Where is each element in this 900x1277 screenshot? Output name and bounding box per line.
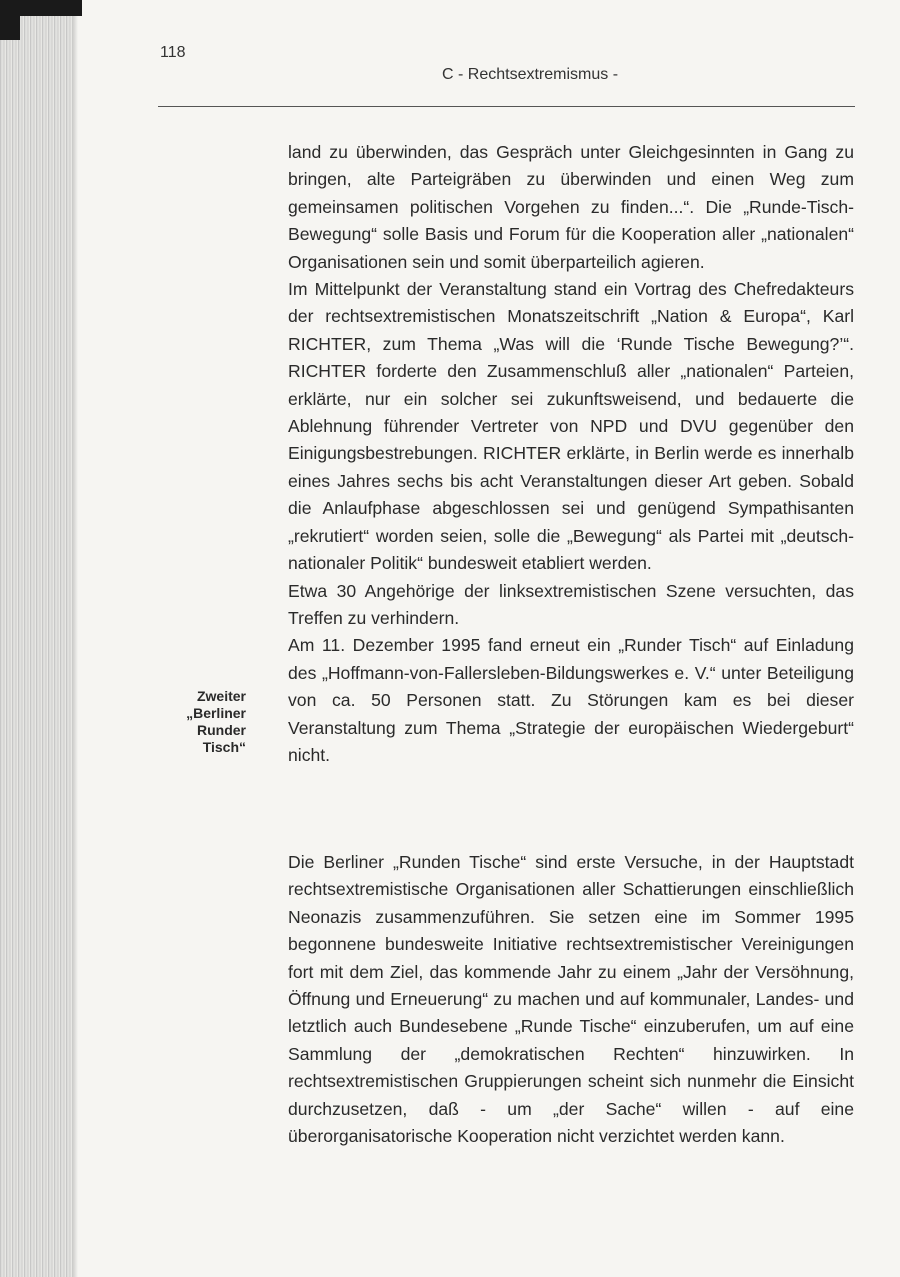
paragraph: Im Mittelpunkt der Veranstaltung stand ein Vortrag des Chefredakteurs der rechtsextremistischen Monatszeitschrift „Nation & Europa“, Karl RICHTER, zum Thema „Was will die ‘Runde Tische Bewegung?’“. RICHTER forderte den Zusammenschluß aller „nationalen“ Parteien, erklärte, nur ein solcher sei zukunftsweisend, und bedauerte die Ablehnung führender Vertreter von NPD und DVU gegenüber den Einigungsbestrebungen. RICHTER erklärte, in Berlin werde es innerhalb eines Jahres sechs bis acht Veranstaltungen dieser Art geben. Sobald die Anlaufphase abgeschlossen sei und genügend Sympathisanten „rekrutiert“ worden seien, solle die „Bewegung“ als Partei mit „deutsch-nationaler Politik“ bundesweit etabliert werden. <box>288 279 854 574</box>
page-number: 118 <box>160 44 186 61</box>
paragraph: Etwa 30 Angehörige der linksextremistischen Szene versuchten, das Treffen zu verhindern. <box>288 580 854 628</box>
paragraph: Die Berliner „Runden Tische“ sind erste Versuche, in der Hauptstadt rechtsextremistische Organisationen aller Schattierungen einschließlich Neonazis zusammenzuführen. Sie setzen eine im Sommer 1995 begonnene bundesweite Initiative rechtsextremistischer Vereinigungen fort mit dem Ziel, das kommende Jahr zu einem „Jahr der Versöhnung, Öffnung und Erneuerung“ zu machen und auf kommunaler, Landes- und letztlich auch Bundesebene „Runde Tische“ einzuberufen, um auf eine Sammlung der „demokratischen Rechten“ hinzuwirken. In rechtsextremistischen Gruppierungen scheint sich nunmehr die Einsicht durchzusetzen, daß - um „der Sache“ willen - auf eine überorganisatorische Kooperation nicht verzichtet werden kann. <box>288 852 854 1147</box>
margin-note <box>140 688 246 756</box>
header-divider <box>158 106 855 107</box>
margin-note-line: Runder <box>197 722 246 738</box>
margin-note-line: Tisch“ <box>202 739 246 755</box>
body-text-section-1 <box>288 139 854 769</box>
book-page-edge <box>0 0 78 1277</box>
paragraph: Am 11. Dezember 1995 fand erneut ein „Runder Tisch“ auf Einladung des „Hoffmann-von-Fallersleben-Bildungswerkes e. V.“ unter Beteiligung von ca. 50 Personen statt. Zu Störungen kam es bei dieser Veranstaltung zum Thema „Strategie der europäischen Wiedergeburt“ nicht. <box>288 635 854 765</box>
margin-note-line: „Berliner <box>186 705 246 721</box>
margin-note-line: Zweiter <box>196 688 246 704</box>
running-title: C - Rechtsextremismus - <box>442 66 619 83</box>
paragraph: land zu überwinden, das Gespräch unter Gleichgesinnten in Gang zu bringen, alte Parteigräben zu überwinden und einen Weg zum gemeinsamen politischen Vorgehen zu finden...“. Die „Runde-Tisch-Bewegung“ solle Basis und Forum für die Kooperation aller „nationalen“ Organisationen sein und somit überparteilich agieren. <box>288 142 854 272</box>
body-text-section-2 <box>288 849 854 1150</box>
scan-corner-mark-vertical <box>0 0 20 40</box>
